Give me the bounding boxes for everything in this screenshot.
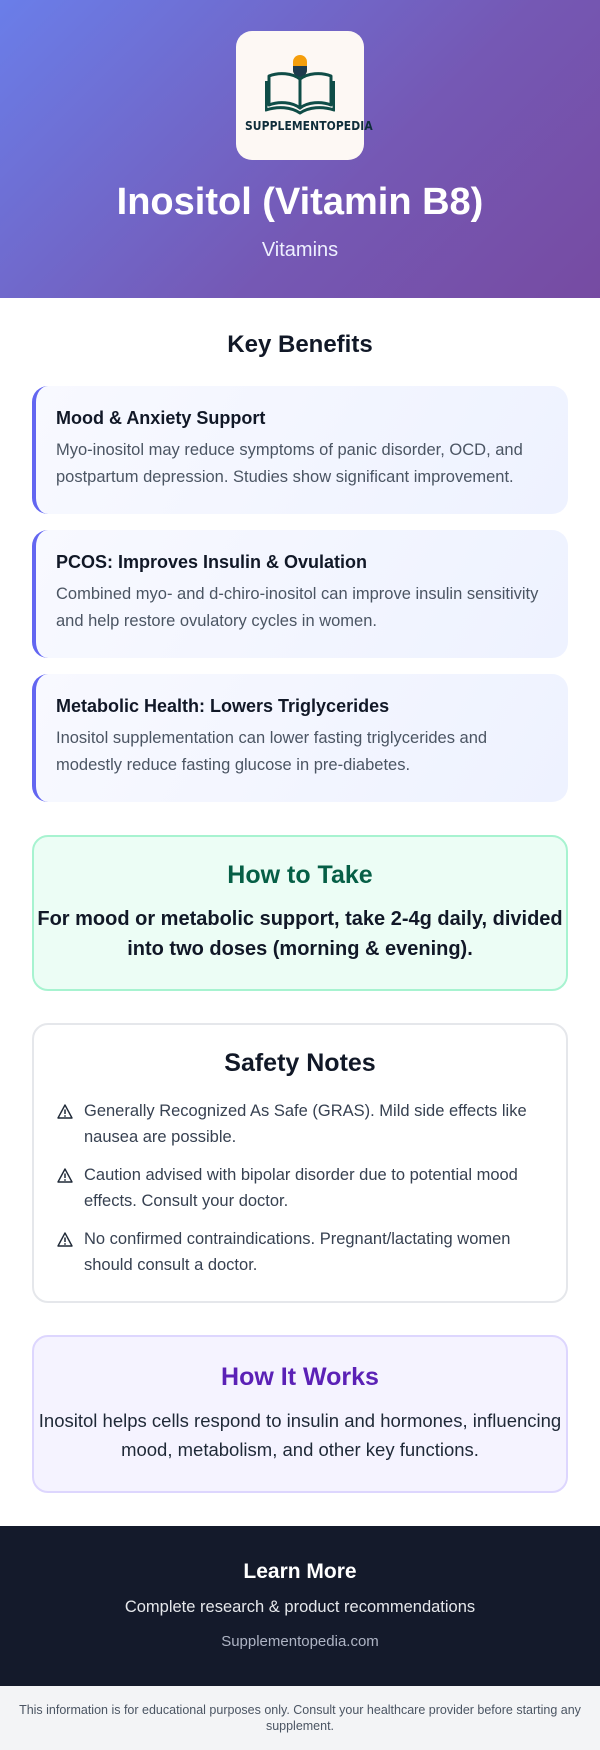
list-item (54, 1098, 546, 1150)
warning-icon (54, 1232, 76, 1247)
safety-note-text: No confirmed contraindications. Pregnant/lactating women should consult a doctor. (84, 1230, 511, 1274)
how-it-works-card (32, 1335, 568, 1493)
page-title: Inositol (Vitamin B8) (116, 181, 484, 223)
logo[interactable] (236, 31, 373, 160)
list-item (54, 1162, 546, 1214)
benefit-text: Inositol supplementation can lower fasting triglycerides and modestly reduce fasting glucose in pre-diabetes. (56, 729, 488, 774)
disclaimer: This information is for educational purposes only. Consult your healthcare provider before starting any supplement. (0, 1686, 600, 1750)
safety-list (54, 1098, 546, 1278)
benefit-title: Mood & Anxiety Support (56, 408, 266, 428)
benefit-title: Metabolic Health: Lowers Triglycerides (56, 696, 390, 716)
learn-more-footer (0, 1526, 600, 1686)
key-benefits-section (0, 331, 600, 802)
how-it-works-title: How It Works (221, 1363, 379, 1391)
dosage-text: For mood or metabolic support, take 2-4g daily, divided into two doses (morning & evening). (37, 908, 563, 960)
footer-title: Learn More (243, 1560, 357, 1583)
safety-note-text: Caution advised with bipolar disorder due to potential mood effects. Consult your doctor. (84, 1166, 518, 1210)
benefit-card (32, 674, 568, 802)
safety-notes-card (32, 1023, 568, 1303)
list-item (54, 1226, 546, 1278)
warning-icon (54, 1168, 76, 1183)
category-label: Vitamins (261, 239, 339, 261)
footer-text: Complete research & product recommendations (124, 1598, 476, 1616)
book-pill-logo-icon (265, 55, 335, 117)
safety-note-text: Generally Recognized As Safe (GRAS). Mild side effects like nausea are possible. (84, 1102, 527, 1146)
website-link[interactable]: Supplementopedia.com (221, 1633, 379, 1650)
benefit-card (32, 530, 568, 658)
warning-icon (54, 1104, 76, 1119)
logo-wordmark: SUPPLEMENTOPEDIA (244, 118, 373, 133)
how-to-take-title: How to Take (227, 861, 373, 889)
page-header (0, 0, 600, 298)
benefit-text: Myo-inositol may reduce symptoms of panic disorder, OCD, and postpartum depression. Studies show significant improvement. (56, 441, 523, 486)
section-title: Key Benefits (227, 331, 373, 358)
benefit-card (32, 386, 568, 514)
safety-title: Safety Notes (224, 1049, 376, 1077)
benefit-text: Combined myo- and d-chiro-inositol can improve insulin sensitivity and help restore ovulatory cycles in women. (56, 585, 539, 630)
benefit-title: PCOS: Improves Insulin & Ovulation (56, 552, 368, 572)
how-to-take-card (32, 835, 568, 991)
how-it-works-text: Inositol helps cells respond to insulin and hormones, influencing mood, metabolism, and other key functions. (38, 1410, 562, 1460)
